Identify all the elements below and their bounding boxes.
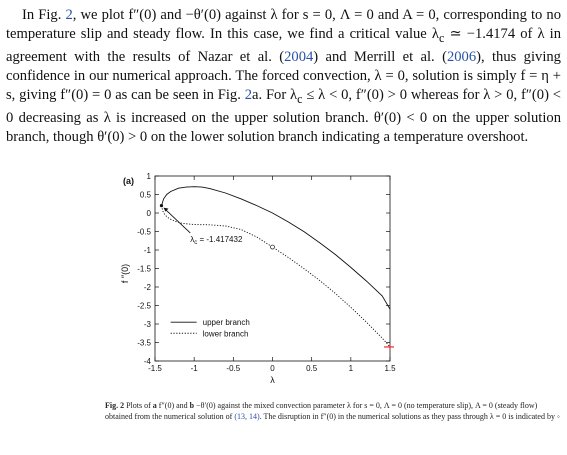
arrow-head [163,208,168,212]
text-run: , we plot f″(0) and −θ′(0) against λ for s = 0, Λ = 0 and A = 0, corresponding to no temperature slip and steady flow. In this case, we find a critical value λ [6,7,561,42]
x-tick-label: -0.5 [226,364,241,373]
legend-label-upper: upper branch [202,318,250,328]
disruption-marker [271,245,275,249]
equation-link[interactable]: (13, 14) [234,412,260,421]
critical-point [160,204,163,207]
citation-link[interactable]: 2006 [446,48,477,65]
x-tick-label: -1 [190,364,198,373]
legend-label-lower: lower branch [202,329,249,339]
upper-branch-line [162,187,391,310]
text-run: ) and Merrill et al. ( [313,48,447,65]
chart-svg [110,168,410,388]
lower-branch-line [162,206,391,347]
annotations [160,204,275,249]
text-run: ≤ λ < 0, f″(0) > 0 whereas for λ > 0, f″(0) < 0 decreasing as λ is increased on the upper solution branch. θ′(0) < 0 on the upper solution branch, though θ′(0) > 0 on the lower solution branch indicating a temperature overshoot. [6,86,561,145]
y-tick-label: -3.5 [137,338,151,348]
y-tick-label: 0.5 [139,190,151,200]
text-run: In Fig. [22,7,66,23]
caption-figure-number: Fig. 2 [105,401,125,410]
body-paragraph [6,6,561,147]
axes-frame [155,176,390,361]
x-tick-label: 1.5 [384,364,396,373]
y-tick-label: -2.5 [137,301,151,311]
y-tick-label: -2 [143,283,151,292]
figure-link[interactable]: 2 [65,7,73,23]
x-tick-label: 0 [270,364,275,373]
text-run: ≃ −1.4174 of λ in agreement with the results of Nazar et al. ( [6,26,561,65]
y-tick-label: 1 [146,172,151,181]
subscript: c [438,30,445,45]
text-run: ), thus giving confidence in our numerical approach. The forced convection, λ = 0, solution is simply f = η + s, giving f″(0) = 0 as can be seen in Fig. [6,48,561,103]
x-tick-label: 0.5 [306,364,318,373]
text-run: a. For λ [252,86,298,103]
x-axis-label: λ [270,375,275,385]
curves [162,187,395,350]
y-tick-label: -0.5 [137,227,151,237]
citation-link[interactable]: 2004 [284,48,314,65]
y-tick-label: 0 [146,209,151,218]
figure-caption: Fig. 2 Plots of a f″(0) and b −θ′(0) against the mixed convection parameter λ for s = 0, Λ = 0 (no temperature slip), A = 0 (steady flow) obtained from the numerical solution of (13, 14). The disruption in f″(0) in the numerical solutions as they pass through λ = 0 is indicated by ◦ [105,401,560,421]
annotation-arrow [164,209,190,233]
critical-value-label: $\lambda_c = -1.417432$ [190,234,243,246]
y-tick-label: -1.5 [137,264,151,274]
y-axis-label: f ″(0) [120,263,130,284]
y-tick-label: -3 [143,320,151,329]
subscript: c [297,91,303,106]
y-tick-label: -1 [143,246,151,255]
legend [171,318,250,338]
panel-label: (a) [123,176,134,186]
x-tick-label: -1.5 [148,364,162,373]
figure-2a [110,168,410,388]
figure-link[interactable]: 2 [244,86,252,103]
x-tick-label: 1 [348,364,354,373]
y-tick-label: -4 [143,357,151,366]
ticks [120,172,396,385]
plot-frame [155,176,390,361]
